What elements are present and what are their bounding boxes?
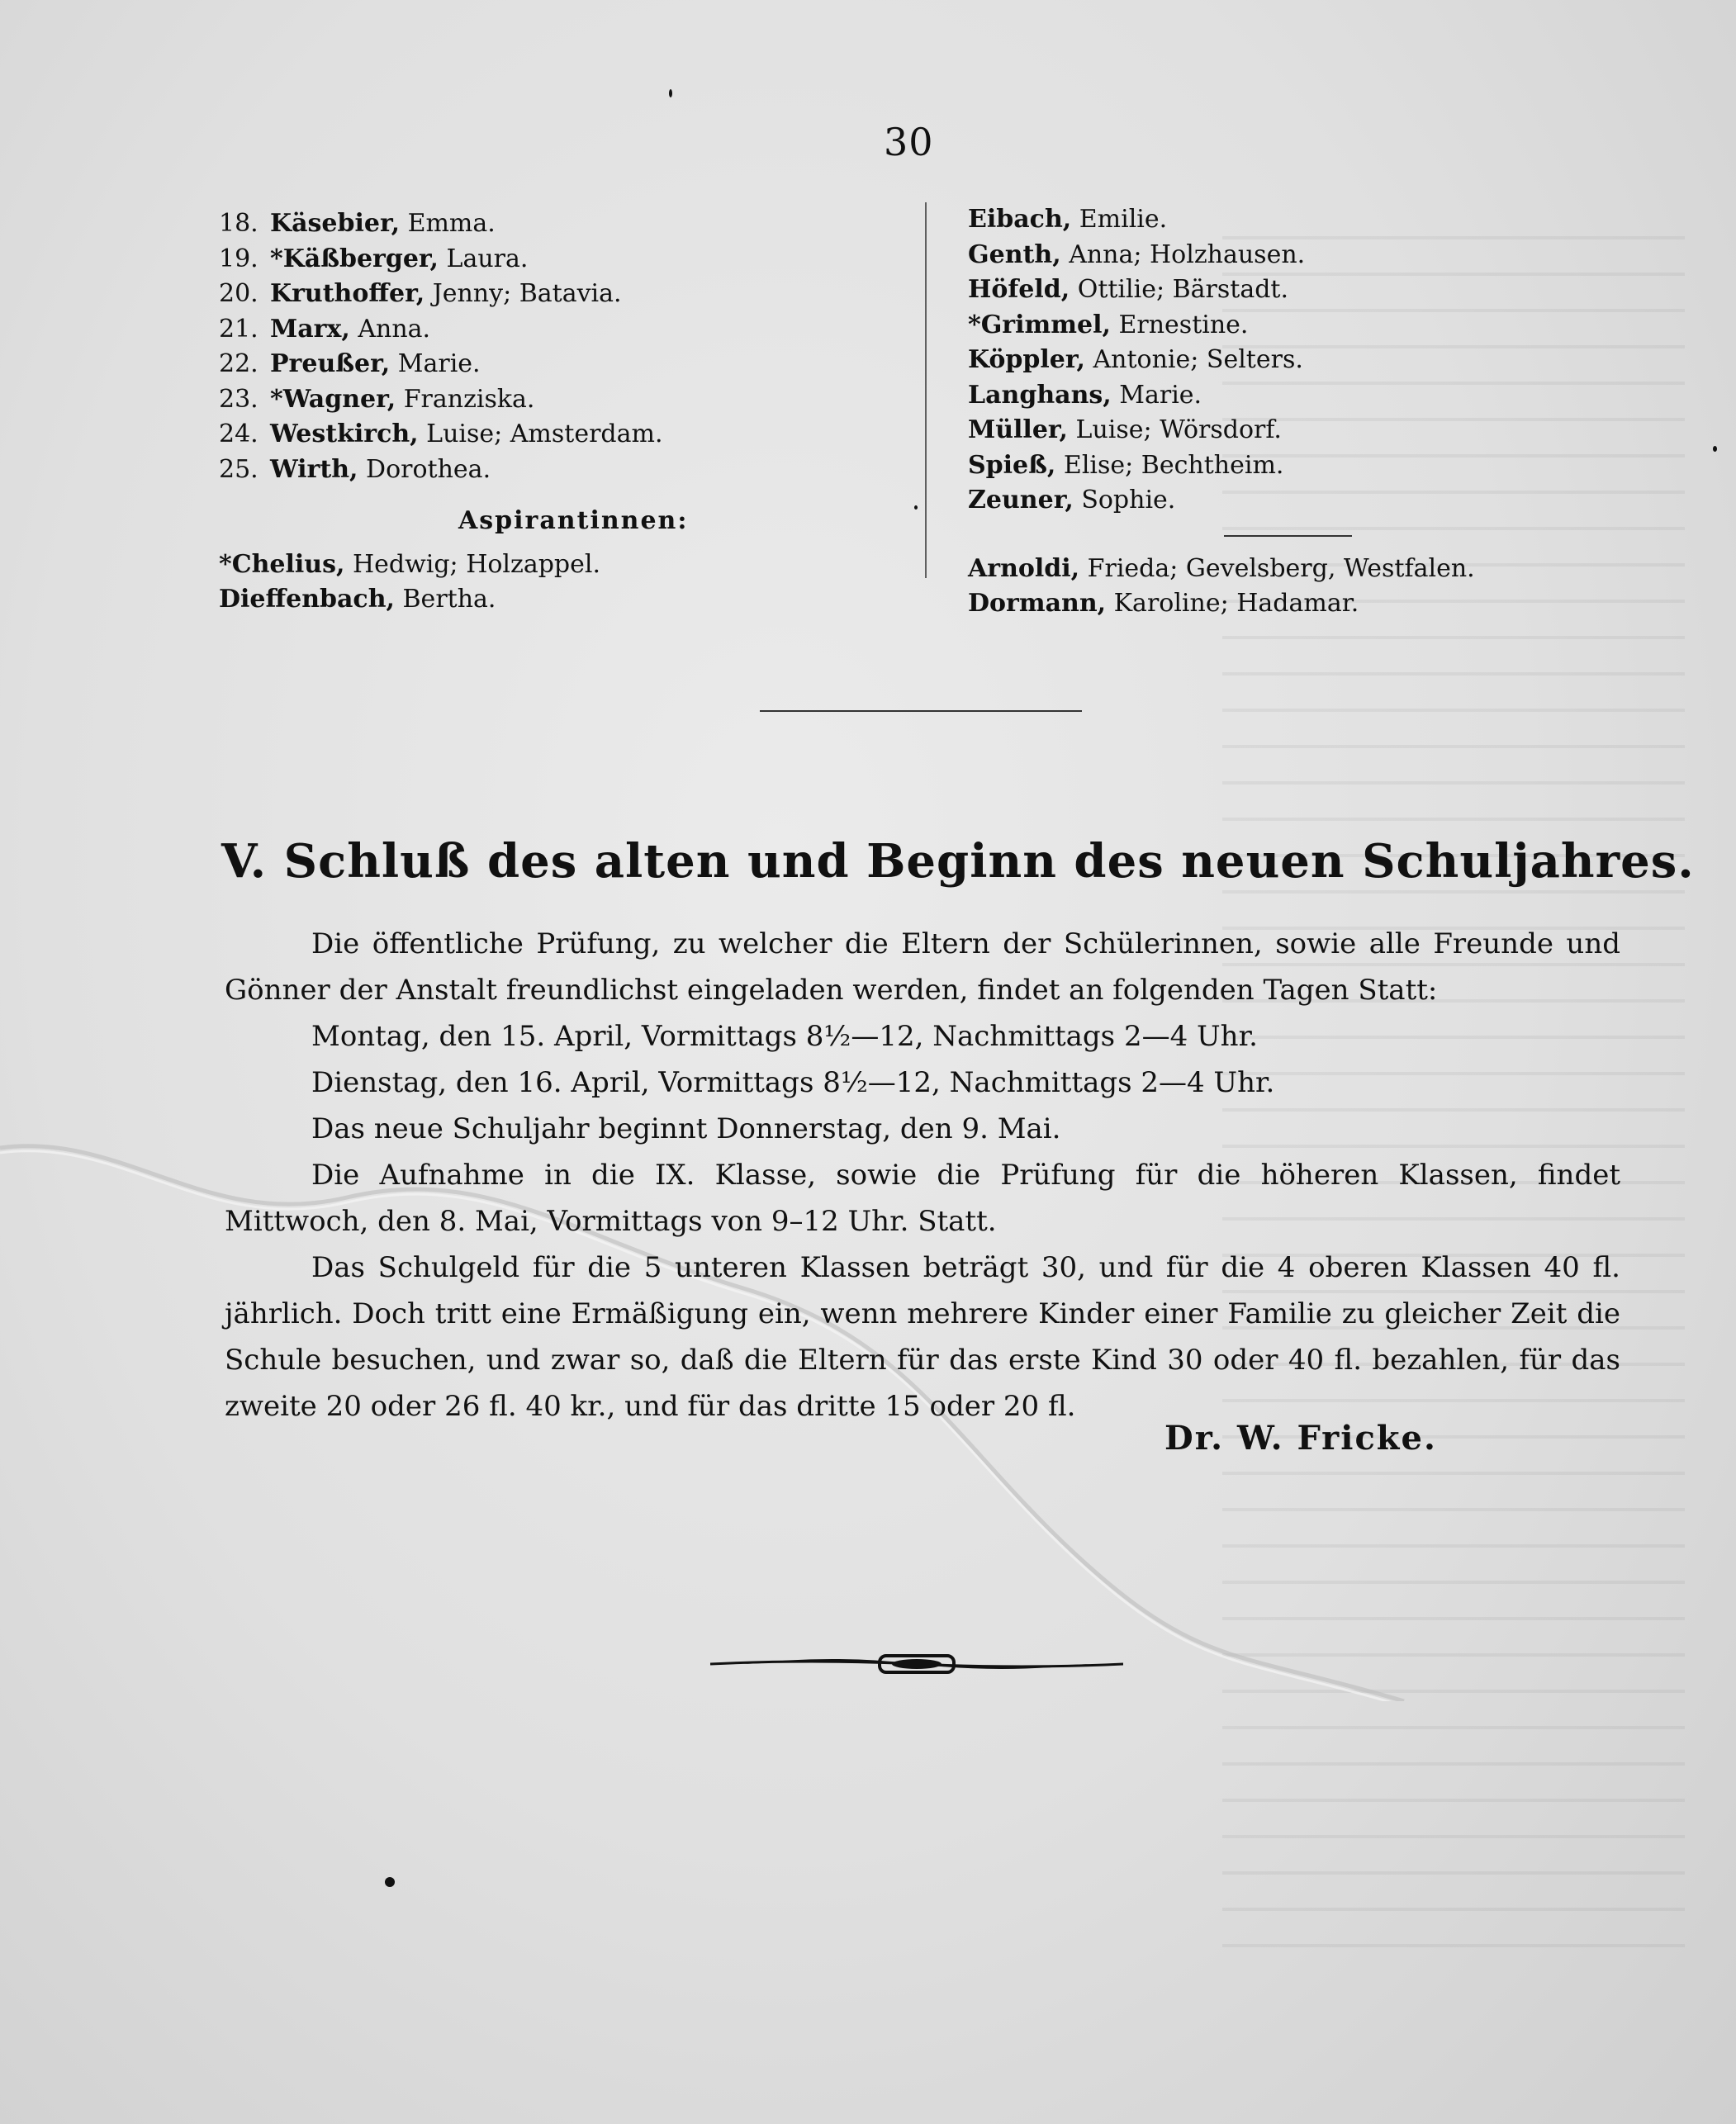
given-name: Jenny; Batavia. — [432, 279, 622, 308]
list-item — [968, 448, 1596, 484]
surname: Genth, — [968, 239, 1061, 269]
list-item — [968, 308, 1596, 344]
item-number: 23. — [219, 384, 259, 414]
list-item — [968, 202, 1596, 238]
list-item — [219, 453, 929, 488]
surname: Langhans, — [968, 380, 1112, 410]
signature: Dr. W. Fricke. — [1164, 1419, 1437, 1458]
list-separator — [1224, 535, 1352, 537]
list-item — [219, 417, 929, 453]
given-name: Bertha. — [402, 585, 496, 614]
item-number: 21. — [219, 314, 259, 344]
surname: Eibach, — [968, 205, 1072, 234]
ink-speck — [669, 89, 672, 97]
aspirants-heading: Aspirantinnen: — [458, 506, 689, 535]
surname: Kruthoffer, — [270, 279, 425, 308]
item-number: 20. — [219, 279, 259, 308]
given-name: Marie. — [1119, 380, 1202, 410]
paragraph-admission: Die Aufnahme in die IX. Klasse, sowie die Prüfung für die höheren Klassen, findet Mittwoch, den 8. Mai, Vormittags von 9–12 Uhr. Statt. — [225, 1159, 1620, 1238]
given-name: Luise; Amsterdam. — [426, 420, 663, 448]
list-item — [968, 586, 1596, 622]
list-item — [968, 483, 1596, 519]
list-item — [968, 552, 1596, 587]
list-item — [219, 312, 929, 348]
ink-speck — [914, 505, 918, 510]
surname: *Chelius, — [219, 549, 345, 579]
section-heading: V. Schluß des alten und Beginn des neuen Schuljahres. — [221, 834, 1695, 889]
list-item — [968, 413, 1596, 448]
given-name: Sophie. — [1081, 486, 1176, 514]
list-item — [219, 242, 929, 277]
given-name: Luise; Wörsdorf. — [1075, 415, 1282, 444]
given-name: Dorothea. — [366, 454, 491, 484]
surname: Wirth, — [270, 454, 358, 484]
item-number: 24. — [219, 420, 259, 448]
list-item — [968, 273, 1596, 308]
surname: Westkirch, — [270, 420, 419, 448]
list-item — [968, 238, 1596, 273]
left-name-list — [219, 206, 929, 618]
given-name: Frieda; Gevelsberg, Westfalen. — [1087, 553, 1475, 583]
given-name: Laura. — [446, 244, 529, 273]
given-name: Ernestine. — [1118, 310, 1249, 339]
given-name: Anna; Holzhausen. — [1069, 239, 1306, 269]
list-item — [219, 347, 929, 382]
item-number: 18. — [219, 209, 259, 238]
surname: Spieß, — [968, 450, 1056, 480]
surname: Preußer, — [270, 349, 391, 378]
given-name: Emilie. — [1079, 205, 1168, 234]
list-item — [968, 378, 1596, 414]
surname: Dormann, — [968, 589, 1107, 618]
surname: Arnoldi, — [968, 553, 1080, 583]
section-divider — [760, 710, 1082, 712]
surname: Höfeld, — [968, 275, 1070, 304]
schedule-line: Dienstag, den 16. April, Vormittags 8½—12, Nachmittags 2—4 Uhr. — [311, 1066, 1275, 1099]
section-body — [225, 921, 1620, 1429]
ornamental-divider — [710, 1648, 1123, 1681]
right-name-list — [968, 202, 1596, 622]
list-item — [219, 277, 929, 312]
surname: Marx, — [270, 314, 350, 344]
list-item — [219, 548, 929, 583]
surname: Dieffenbach, — [219, 585, 395, 614]
surname: *Wagner, — [270, 384, 396, 414]
given-name: Anna. — [358, 314, 431, 344]
paragraph-school-year: Das neue Schuljahr beginnt Donnerstag, den 9. Mai. — [311, 1112, 1061, 1145]
given-name: Marie. — [397, 349, 481, 378]
list-item — [219, 382, 929, 418]
list-item — [968, 343, 1596, 378]
list-item — [219, 582, 929, 618]
paragraph-fees: Das Schulgeld für die 5 unteren Klassen beträgt 30, und für die 4 oberen Klassen 40 fl. jährlich. Doch tritt eine Ermäßigung ein, wenn mehrere Kinder einer Familie zu gleicher Zeit die Schule besuchen, und zwar so, daß die Eltern für das erste Kind 30 oder 40 fl. bezahlen, für das zweite 20 oder 26 fl. 40 kr., und für das dritte 15 oder 20 fl. — [225, 1251, 1620, 1423]
ink-speck — [1713, 446, 1717, 452]
ink-speck — [385, 1877, 395, 1887]
item-number: 22. — [219, 349, 259, 378]
surname: Zeuner, — [968, 486, 1074, 514]
given-name: Elise; Bechtheim. — [1063, 450, 1284, 480]
surname: *Käßberger, — [270, 244, 439, 273]
schedule-line: Montag, den 15. April, Vormittags 8½—12, Nachmittags 2—4 Uhr. — [311, 1020, 1258, 1053]
given-name: Ottilie; Bärstadt. — [1077, 275, 1289, 304]
surname: Köppler, — [968, 345, 1085, 374]
given-name: Karoline; Hadamar. — [1113, 589, 1359, 618]
surname: Müller, — [968, 415, 1068, 444]
item-number: 25. — [219, 454, 259, 484]
given-name: Emma. — [407, 209, 496, 238]
given-name: Hedwig; Holzappel. — [352, 549, 600, 579]
given-name: Franziska. — [403, 384, 535, 414]
given-name: Antonie; Selters. — [1093, 345, 1303, 374]
list-item — [219, 206, 929, 242]
page-number: 30 — [884, 120, 934, 164]
surname: *Grimmel, — [968, 310, 1111, 339]
surname: Käsebier, — [270, 209, 401, 238]
item-number: 19. — [219, 244, 259, 273]
paragraph-exam: Die öffentliche Prüfung, zu welcher die Eltern der Schülerinnen, sowie alle Freunde und Gönner der Anstalt freundlichst eingeladen werden, findet an folgenden Tagen Statt: — [225, 927, 1620, 1007]
